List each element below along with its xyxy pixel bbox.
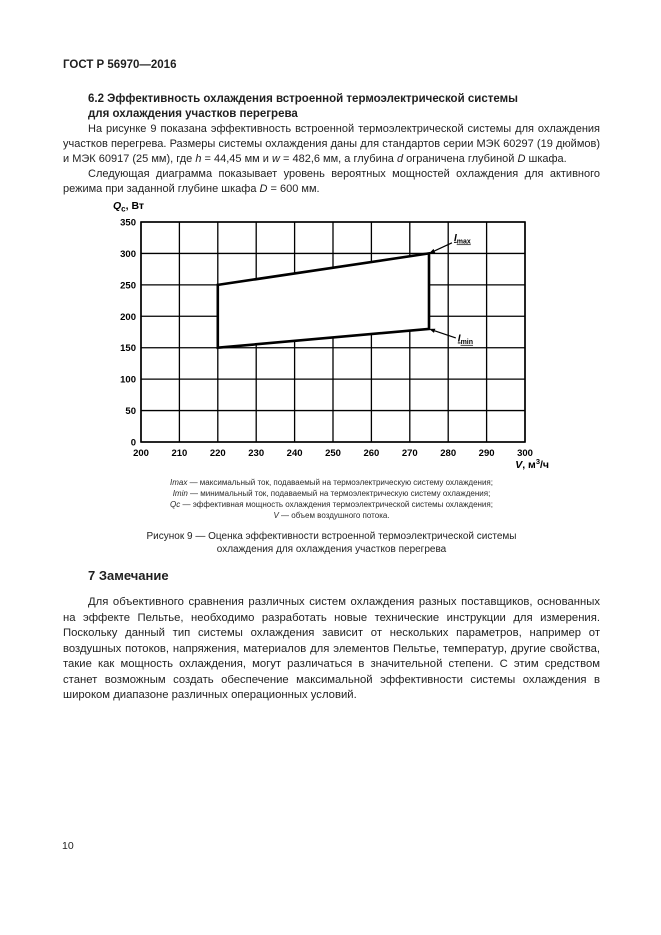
x-tick-label: 260 — [363, 448, 380, 459]
chart-tspan: I — [457, 333, 461, 345]
legend-line: Imax — максимальный ток, подаваемый на термоэлектрическую систему охлаждения; — [170, 478, 493, 487]
x-tick-label: 300 — [517, 448, 533, 459]
text-run: D — [259, 183, 268, 195]
legend-term: V — [273, 511, 279, 520]
x-tick-label: 220 — [209, 448, 226, 459]
x-tick-label: 270 — [401, 448, 418, 459]
chart-tspan: Q — [113, 200, 122, 212]
text-run: w — [271, 153, 280, 165]
section-7-heading: 7 Замечание — [88, 568, 169, 583]
figure-legend — [63, 477, 600, 521]
text-run: h — [195, 153, 202, 165]
annotation-leader-line — [434, 243, 452, 251]
section-6-2-heading-line1: 6.2 Эффективность охлаждения встроенной термоэлектрической системы — [88, 93, 518, 105]
text-run: шкафа. — [525, 153, 567, 165]
chart-tspan: V — [515, 459, 523, 471]
x-tick-label: 240 — [286, 448, 303, 459]
chart-tspan: min — [460, 338, 474, 346]
chart-tspan: c — [121, 204, 126, 214]
text-run: d — [396, 153, 404, 165]
x-tick-label: 200 — [133, 448, 149, 459]
chart-tspan: 3 — [535, 457, 540, 466]
y-tick-label: 150 — [120, 343, 136, 355]
annotation-label-max — [454, 233, 471, 246]
section-6-2-paragraph-2 — [63, 167, 600, 197]
x-tick-label: 210 — [171, 448, 188, 459]
x-tick-label: 280 — [440, 448, 457, 459]
x-axis-label — [515, 457, 549, 471]
y-axis-label — [113, 200, 144, 214]
chart-tspan: I — [453, 232, 457, 244]
y-tick-label: 200 — [120, 311, 136, 323]
text-run: D — [517, 153, 526, 165]
text-run: = 482,6 мм, а глубина — [279, 153, 397, 165]
legend-line: Qc — эффективная мощность охлаждения термоэлектрической системы охлаждения; — [170, 500, 493, 509]
section-6-2-heading-line2: для охлаждения участков перегрева — [88, 107, 298, 120]
figure-caption-line2: охлаждения для охлаждения участков перегрева — [216, 544, 447, 555]
data-band — [218, 253, 429, 347]
annotation-label-min — [458, 333, 473, 346]
page-number: 10 — [62, 840, 74, 852]
chart-tspan: , м — [522, 459, 536, 471]
figure9-chart — [105, 195, 557, 473]
y-tick-label: 100 — [120, 374, 136, 386]
y-tick-label: 0 — [130, 437, 136, 449]
text-run: = 44,45 мм и — [201, 153, 272, 165]
text-run: Следующая диаграмма показывает уровень вероятных мощностей охлаждения для активного режима при заданной глубине шкафа — [63, 168, 600, 195]
section-7-paragraph: Для объективного сравнения различных систем охлаждения разных поставщиков, основанных на эффекте Пельтье, необходимо разработать новые технические инструкции для измерения. Поскольку данный тип системы охлаждения зависит от нескольких параметров, например от воздушных потоков, напряжения, материалов для элементов Пельтье, температур, другие свойства, такие как мощность охлаждения, могут различаться в значительной степени. С этим средством станет возможным создать обеспечение максимальной эффективности системы охлаждения в широком диапазоне различных операционных условий. — [63, 596, 600, 701]
chart-tspan: , Вт — [125, 200, 145, 212]
chart-tspan: /ч — [539, 459, 549, 471]
legend-term: Imin — [172, 489, 188, 498]
chart-tspan: max — [456, 238, 471, 246]
x-tick-label: 250 — [325, 448, 341, 459]
y-tick-label: 50 — [125, 406, 136, 418]
section-6-2-paragraph-1 — [63, 122, 600, 167]
legend-line: Imin — минимальный ток, подаваемый на термоэлектрическую систему охлаждения; — [172, 489, 491, 498]
annotation-leader-line — [435, 331, 456, 338]
text-run: ограничена глубиной — [403, 153, 518, 165]
legend-line: V — объем воздушного потока. — [273, 511, 390, 520]
y-tick-label: 250 — [120, 280, 136, 292]
y-tick-label: 300 — [120, 248, 136, 260]
annotation-arrowhead — [429, 249, 435, 254]
legend-term: Imax — [170, 478, 188, 487]
chart-svg — [105, 195, 557, 473]
annotation-arrowhead — [429, 329, 435, 333]
x-tick-label: 230 — [248, 448, 265, 459]
text-run: На рисунке 9 показана эффективность встроенной термоэлектрической системы для охлаждения участков перегрева. Размеры системы охлаждения даны для стандартов серии МЭК 60297 (19 дюймов) и МЭК 60917 (25 мм), где — [63, 123, 600, 165]
section-6-2-heading — [88, 92, 600, 121]
document-header: ГОСТ Р 56970—2016 — [63, 59, 177, 71]
x-tick-label: 290 — [478, 448, 495, 459]
legend-term: Qc — [170, 500, 181, 509]
figure-caption-line1: Рисунок 9 — Оценка эффективности встроенной термоэлектрической системы — [146, 531, 517, 542]
y-tick-label: 350 — [120, 217, 136, 229]
text-run: = 600 мм. — [267, 183, 320, 195]
figure-caption — [63, 530, 600, 556]
